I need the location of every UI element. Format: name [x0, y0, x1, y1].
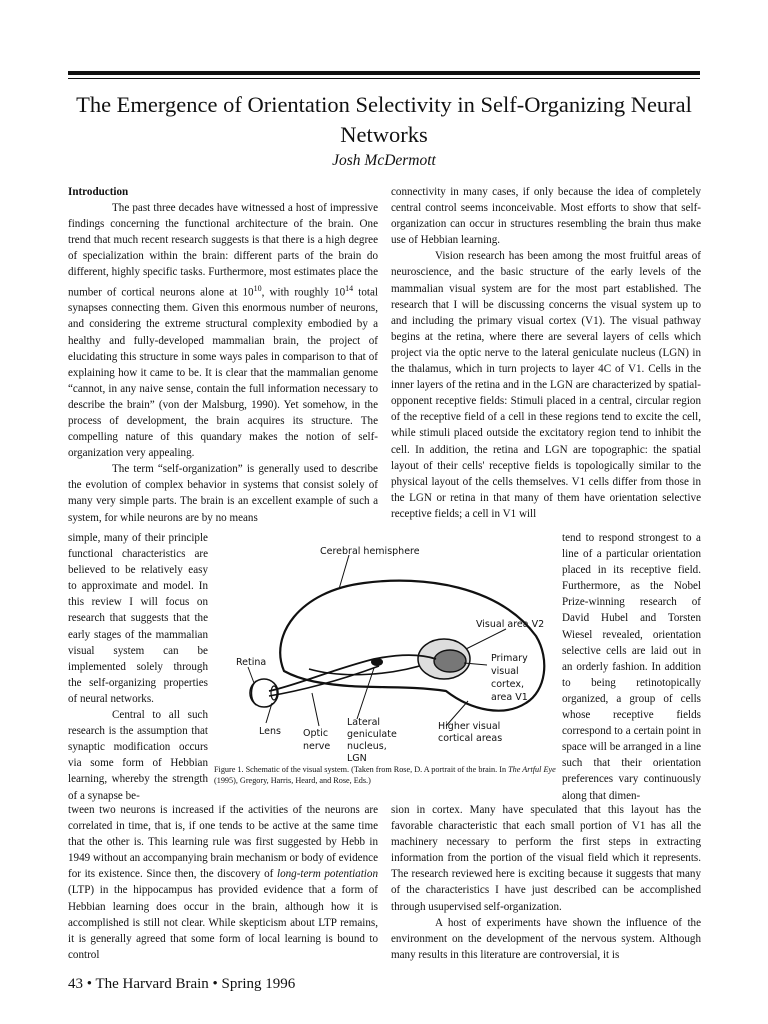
left-wrap-paragraph-2: Central to all such research is the assumption that synaptic modification occurs via some form of Hebbian learning, whereby the strength of a synapse be-: [68, 709, 208, 802]
left-column-lower: [68, 802, 378, 963]
figure-visual-system: [214, 541, 556, 763]
label-optic-1: Optic: [303, 728, 329, 739]
left-paragraph-1: The past three decades have witnessed a host of impressive findings concerning the functional architecture of the brain. One trend that much recent research suggests is that there is a high degree of specialization within the brain: different parts of the brain do different, highly specific tasks. Furthermore, most estimates place the number of cortical neurons alone at $10^{10}$, with roughly $10^{14}$ total synapses connecting them. Given this enormous number of neurons, and considering the extreme structural complexity embodied by a healthy and fully-developed mammalian brain, the project of elucidating this structure in some ways pales in comparison to that of explaining how it came to be. It is clear that the mammalian genome “cannot, in any naive sense, contain the full information necessary to describe the brain” (von der Malsburg, 1990). Yet somehow, in the process of development, the brain acquires its structure. The compelling nature of this quandary makes the notion of self-organization very appealing.: [68, 202, 378, 460]
lgn-nucleus: [371, 658, 383, 666]
right-paragraph-1: connectivity in many cases, if only because the idea of completely central control seems inconceivable. Most efforts to show that self-organization can occur in structures resembling the brain thus make use of Hebbian learning.: [391, 186, 701, 247]
top-rule-thick: [68, 71, 700, 75]
label-lgn-4: LGN: [347, 753, 367, 763]
paper-title: The Emergence of Orientation Selectivity in Self-Organizing Neural Networks: [76, 92, 692, 147]
left-wrap-text: simple, many of their principle functional characteristics are believed to be relatively easy to approximate and model. In this review I will focus on research that suggests that the early stages of the mammalian visual system can be implemented solely through the self-organizing properties of neural networks.: [68, 532, 208, 705]
label-primary-2: visual: [491, 666, 519, 677]
section-heading-introduction: Introduction: [68, 186, 129, 198]
label-visual-area-v2: Visual area V2: [476, 619, 545, 630]
right-paragraph-2: Vision research has been among the most fruitful areas of neuroscience, and the basic structure of the early levels of the mammalian visual system are for the most part established. The research that I will be discussing concerns the visual system up to and including the primary visual cortex (V1). The visual pathway begins at the retina, where there are several layers of cells which project via the optic nerve to the lateral geniculate nucleus (LGN) in the thalamus, which in turn projects to layer 4C of V1. Cells in the inner layers of the retina and in the LGN are characterized by spatial-opponent receptive fields: Stimuli placed in a central, circular region of the receptive field of a cell in these regions tend to excite the cell, while stimuli placed outside the excitatory region tend to inhibit the cell. In addition, the retina and LGN are topographic: the spatial layout of their cells' receptive fields is topologically similar to the physical layout of the cells themselves. V1 cells differ from those in the LGN or retina in that many of them have orientation selective receptive fields; a cell in V1 will: [391, 250, 701, 520]
right-column-lower: [391, 802, 701, 963]
right-column-wrap: [562, 530, 701, 804]
label-primary-3: cortex,: [491, 679, 524, 690]
author-name: Josh McDermott: [332, 152, 436, 169]
label-lgn-1: Lateral: [347, 717, 381, 728]
label-higher-1: Higher visual: [438, 721, 501, 732]
label-cerebral-hemisphere: Cerebral hemisphere: [320, 546, 420, 557]
label-lgn-2: geniculate: [347, 729, 397, 740]
visual-system-diagram: [214, 541, 556, 763]
left-column-wrap: [68, 530, 208, 804]
right-lower-paragraph-2: A host of experiments have shown the influence of the environment on the development of the nervous system. Although many results in this literature are controversial, it is: [391, 916, 701, 961]
label-primary-1: Primary: [491, 653, 528, 664]
left-column-upper: [68, 184, 378, 526]
left-lower-text: tween two neurons is increased if the activities of the neurons are correlated in time, that is, if one tends to be active at the same time that the other is. This learning rule was first suggested by Hebb in 1949 without an accompanying brain mechanism or body of evidence for its existence. Since then, the discovery of long-term potentiation (LTP) in the hippocampus has provided evidence that a form of Hebbian learning does occur in the brain, although how it is accomplished is still not clear. While skepticism about LTP remains, it is generally agreed that some form of local learning is bound to control: [68, 804, 378, 961]
right-lower-text: sion in cortex. Many have speculated that this layout has the favorable characteristic that each small portion of V1 has all the machinery necessary to perform the first steps in extracting information from the portion of the visual field which it represents. The research reviewed here is exciting because it suggests that many of the characteristics I have just described can be accomplished through usupervised self-organization.: [391, 804, 701, 913]
label-higher-2: cortical areas: [438, 733, 503, 744]
left-paragraph-2: The term “self-organization” is generally used to describe the evolution of complex behavior in systems that consist solely of many very simple parts. The brain is an excellent example of such a system, for while neurons are by no means: [68, 463, 378, 524]
figure-caption: Figure 1. Schematic of the visual system. (Taken from Rose, D. A portrait of the brain. In The Artful Eye (1995), Gregory, Harris, Heard, and Rose, Eds.): [214, 765, 556, 785]
label-lgn-3: nucleus,: [347, 741, 387, 752]
label-primary-4: area V1: [491, 692, 528, 703]
primary-visual-cortex-region: [434, 650, 466, 672]
top-rule-thin: [68, 78, 700, 79]
label-retina: Retina: [236, 657, 267, 668]
label-optic-2: nerve: [303, 741, 331, 752]
right-wrap-text: tend to respond strongest to a line of a particular orientation placed in its receptive field. Furthermore, as the Nobel Prize-winning research of David Hubel and Torsten Wiesel revealed, orientation selective cells are laid out in an orderly fashion. In addition to being retinotopically organized, a group of cells whose receptive fields correspond to a certain point in space will be arranged in a line such that their orientation preferences vary continuously along that dimen-: [562, 532, 701, 802]
page-footer: 43 • The Harvard Brain • Spring 1996: [68, 976, 296, 992]
right-column-upper: [391, 184, 701, 522]
label-lens: Lens: [259, 726, 281, 737]
